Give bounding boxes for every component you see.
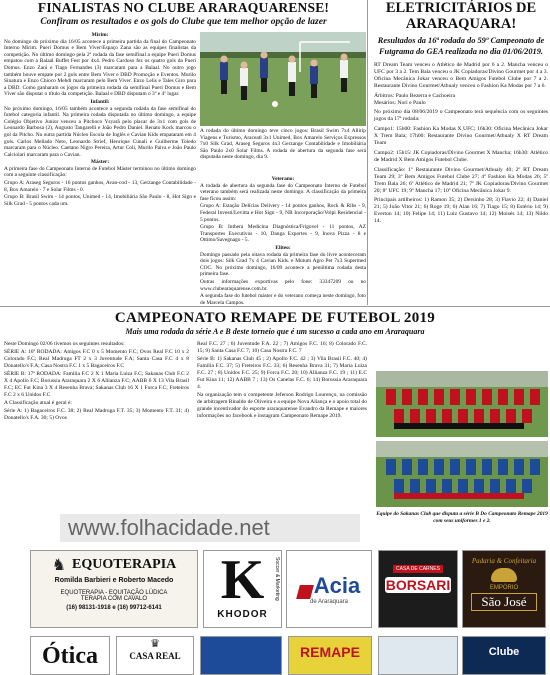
section-heading: Infantil: [90,98,110,105]
paragraph: Árbitros: Paulo Bezerra e Cachoeira Mesários: Nori e Paulo [374,92,456,106]
paragraph: Série B: 1) Sakanas Club 45 ; 2) Apollo F.C. 42 ; 3) Vila Brasil F.C. 40; 4) Familia F.C. 37; 5) Freteiros F.C. 33; 6) Resenha Brava 31; 7) Maria Luiza F.C. 27 ; 8) Unidos F.C. 25; 9) Forca F.C. 20; 10) Allianza F.C. 19 ; 11) E.C Fut Kina 11; 12) AABB 7 ; 13) Os Canelas F.C. 6; 14) Borussia Araraquara 4. [197,356,367,390]
sao-jose-line2: EMPÓRIO [489,585,519,591]
photo-caption: Equipe do Sakanas Club que disputa a série B Do Campeonato Remape 2019 com seus uniformes 1 e 2. [376,511,548,524]
ad-title: EQUOTERAPIA [72,557,177,572]
clube-araraquarense-article [0,0,368,305]
acia-logo: Acia [313,573,361,598]
paragraph: No próximo dia 08/06/2019 o Campeonato terá sequência com os seguintes jogos da 17ª rodada: [374,109,548,123]
article-title: ELETRICITÁRIOS DE ARARAQUARA! [385,0,537,32]
paragraph: Domingo passado pela oitava rodada da primeira fase do livre aconteceram dois jogos: Silk Grad 7x 4 Cavian Kids. e Mutum Agro Pet 7x3 Supermed COC. No próximo domingo, 16/09 acontece a penúltima rodada desta primeira fase. [200,251,366,278]
ad-service-2: TERAPIA COM CAVALO [80,596,148,602]
paragraph: Classificação: 1º Restaurante Divino Gourmet/Athualy 40; 2º RT Dream Team 29; 3º Bem Amigos Futebol Clube 27; 4º Fashion Ka Modas 26; 5º Trem Bala 26; 6º Atlético de Madrid 21; 7º JK Copiadoras/Divino Gourmet 20; 8º UFC 19; 9º Mancha 17; 10º Oficina Mecânica Jokar 9. [374,166,548,194]
section-heading: Mirim: [91,32,109,38]
paragraph: A primeira fase do Campeonato Interno de Futebol Máster terminou no último domingo com a seguinte classificação: [4,165,196,179]
remape-article [0,306,550,543]
article-column-1 [4,32,196,208]
equoterapia-ad[interactable] [30,550,198,628]
casa-real-ad[interactable] [116,636,194,675]
paragraph: Neste Domingo 02/06 tivemos os seguintes resultados: [4,341,125,347]
crown-icon: ♛ [150,638,160,650]
paragraph: SÉRIE A: 16ª RODADA: Amigos F.C 0 x 5 Momento F.C; Ovos Real F.C 10 x 2 Colorado F.C; Real Madruga FT 2 x 3 Juventude F.A; Santa Casa F.C 4 x 8 Donatello's F.A; Casa Nostra F.C 1 x 5 Bagaceiros F.C [4,349,189,369]
third-sponsor-ad[interactable] [200,636,282,675]
paragraph: SÉRIE B: 17ª RODADA: Familia F.C 2 X 1 Maria Luiza F.C; Sakanas Club F.C 2 X 4 Apollo F.C; Borussia Araraquara 2 X 6 Allianza F.C; AABB 6 X 13 Vila Brasil F.C; EC Fut Kina 3 X 4 Resenha Brava; Sakanas Club 16 X 1 Forca F.C; Freteiros F.C 2 x 6 Unidos F.C [4,371,189,398]
borsari-top: CASA DE CARNES [393,565,443,573]
paragraph: Outras informações exportivas pelo fone: 33347209 ou no www.clubearaquarense.com.br. [200,278,366,292]
football-match-photo [200,32,366,126]
eletricitarios-article [372,0,550,305]
article-column-2 [200,176,366,307]
acia-icon [296,585,314,599]
borsari-ad[interactable] [378,550,458,628]
article-title: FINALISTAS NO CLUBE ARARAQUARENSE! [37,0,330,15]
acia-tagline: de Araraquara [309,599,349,605]
article-subtitle: Confiram os resultados e os gols do Clube que tem melhor opção de lazer [40,17,327,27]
khodor-logo: K [220,550,265,611]
paragraph: A segunda fase do futebol máster e do veterano começa neste domingo, foto de Marcela Campos. [200,293,366,306]
website-banner[interactable]: www.folhacidade.net [60,514,360,542]
paragraph: Real F.C. 27 ; 6) Juventude F.A. 22 ; 7) Amigos F.C. 16; 8) Colorado F.C. 15; 9) Santa Casa F.C 7; 10) Casa Nostra F.C. 7 [197,341,367,354]
article-column-1 [4,341,189,423]
section-heading: Máster: [90,159,110,166]
ad-names: Romilda Barbieri e Roberto Macedo [54,577,174,584]
paragraph: Campo2: 15h15: JK Copiadoras/Divino Gourmet X Mancha; 16h30: Atlético de Madrid X Bem Amigos Futebol Clube. [374,149,548,163]
paragraph: Principais artilheiros: 1) Ramon 35; 2) Dersinho 28; 3) Flavio 22; 4) Daniel 21; 5) João Vitor 21; 6) Roge 19; 6) Alan 16; 7) Tiago 15; 8) Estério 14; 9) Everton 14; 10) Felipe 14; 11) Luiz Gustavo 14; 12) Moisés 14; 13) Nildo 14. [374,197,548,225]
article-title: CAMPEONATO REMAPE DE FUTEBOL 2019 [114,310,436,326]
article-subtitle: Resultados da 16ª rodada do 59º Campeonato de Futgrama do GEA realizada no dia 01/06/2019. [377,36,545,56]
fifth-sponsor-ad[interactable] [378,636,458,675]
otica-logo: Ótica [42,643,98,669]
remape-ad[interactable] [288,636,372,675]
sao-jose-ad[interactable] [462,550,546,628]
sao-jose-logo: São José [471,593,537,611]
clube-ad[interactable] [462,636,546,675]
paragraph: No próximo domingo, 16/05 também acontece a segunda rodada da fase semifinal do futebol categoria infantil. Na primeira rodada disputada no último domingo, a equipe Colégio Objetivo Junior venceu a Pitchoco Ysyarã pelo placar de 3x1 com gols de Leonardo Barbosa (2), Augusto Tangarelli e João Pedro Daniel. Renato Kock marcou o gol da Pitcho. Na outra partida Núcleo Escola de Inglês e Cavian Kids empataram em 4 gols. Carlos Mellado Neto, Leonardo Strief, Henrique Cunali e Guilherme Toledo marcaram para o Núcleo. Caetano Nigro Pereira, Artur Coli, Murilo Paiva e João Paulo Calciolari marcaram para o Cavian. [4,105,196,158]
khodor-name: KHODOR [217,609,268,620]
team-photo-2 [376,441,548,507]
paragraph: RT Dream Team venceu o Atlético de Madrid por 6 a 2. Mancha venceu o UFC por 3 a 2. Tem Bala venceu o JK Copiadoras/Divino Gourmet por 4 a 3. Oficina Mecânica Jokar venceu o Bem Amigos Futebol Clube por 7 a 2. Restaurante Divino Gourmet/Athualy venceu o Fashion Ka Modas por 7 a 6. [374,62,548,89]
paragraph: Na organização tem o competente Jeferson Rodrigo Lourenço, na comissão de arbitragem Rinaldo de Oliveira e a equipe Nova Aliança e o apoio total do grande incentivador do esporte araraquarense Evandro da Remape e maiores informações no facebook e instagram Campeonato Remape 2019. [197,392,367,419]
paragraph: No domingo do próximo dia 16/05 acontece a primeira partida da final do Campeonato Interno Mirim. Pueri Domus e Bem Viver/Espaço Zana são as equipes finalistas da competição. No último domingo pela 2ª rodada da fase semifinal a equipe Pueri Domus empatou com a Balaal Buffet Fest por 4x4. Pedro Cardoso fez os quatro gols da Pueri Domus. Enzo Zani e Tiago Fernandes (3) marcaram para a Balaal. No outro jogo também houve empate por 2 gols entre Bem Viver e DBD Promoção e Eventos. Murilo Sinatura e Enzo Chioco Mehdi marcaram pelo Bem Viver. Enzo Lelis e Tales Giro para a DBD. Como ganharam os jogos da primeira rodada da semifinal Pueri Domus e Bem Viver são disputar o título da competição. Balaal e DBD disputam o 3º e 4º lugar. [4,38,196,98]
paragraph: Série A: 1) Bagaceiros F.C. 38; 2) Real Madruga F.T. 35; 3) Momento F.T. 31; 4) Donatello's F.A. 30; 5) Ovos [4,408,189,421]
bread-icon [491,568,517,582]
ad-phones: (16) 98131-1918 e (16) 99712-6141 [66,605,162,611]
remape-logo: REMAPE [300,644,360,660]
team-photo-1 [376,371,548,437]
paragraph: A rodada de abertura da segunda fase do Campeonato Interno de Futebol veterano também será realizada neste domingo. A classificação da primeira fase ficou assim: [200,182,366,202]
article-column-2 [197,341,367,421]
paragraph: Grupo B: Brasil Swim - 14 pontos, Unimed - 14, Imobiliária São Paulo - 8, Hot Sign e Silk Grad - 5 pontos cada um. [4,194,196,207]
khodor-tagline: Soccer & Marketing [274,557,280,601]
casa-real-logo: CASA REAL [129,651,181,661]
article-body [372,62,550,225]
section-heading: Veterano: [271,176,295,182]
otica-ad[interactable] [30,636,110,675]
paragraph: A Classificação atual é geral é: [4,400,72,406]
clube-logo: Clube [488,646,520,658]
acia-ad[interactable] [286,550,372,628]
section-heading: Eliteo: [275,244,291,251]
paragraph: Campo1: 15h00: Fashion Ka Modas X UFC; 16h30: Oficina Mecânica Jokar X Trem Bala; 17h00: Restaurante Divino Gourmet/Athualy X RT Dream Team [374,126,548,147]
sao-jose-line1: Padaria & Confeitaria [471,557,537,565]
khodor-ad[interactable] [203,550,282,628]
article-subtitle: Mais uma rodada da série A e B deste torneio que é um sucesso a cada ano em Araraquara [125,327,425,336]
paragraph: Grupo A: Estação Delícias Delivery - 14 pontos ganhos, Rock & Ribs - 9, Federal Investi/Levitta e Hot Sign - 9, NR Incorporação/Volpi Residencial - 5 pontos. [200,203,366,223]
paragraph: Grupo B: Inthera Medicina Diagnóstica/Frigovel - 11 pontos, AZ Transportes Executivos - 10, Danga Exportes - 9, Inova Pizza - 8 e Ottimo/Savegnago - 5. [200,224,366,244]
borsari-logo: BORSARI [385,577,451,593]
horse-icon: ♞ [51,557,67,574]
photo-caption: A rodada do último domingo teve cinco jogos: Brasil Swim 7x4 Allirip Viagens e Turismo, Araceatl 3x1 Unimed, Box Amarelo Serviços Expressos 7x0 Silk Grad, Araseg Seguros 4x3 Gerzange Contabilidade e Imobiliária São Paulo 2x0 Solar Films. A rodada de abertura da segunda fase será disputada neste domingo, dia 9. [200,128,366,161]
ad-service: EQUOTERAPIA - EQUITAÇÃO LÚDICA [60,590,168,596]
paragraph: Grupo A: Araseg Seguros - 16 pontos ganhos, Avan-cod - 13, Gerzange Contabilidade - 8, Box Amarelo - 7 e Solar Films - 0. [4,180,196,193]
advertisements [0,544,550,675]
